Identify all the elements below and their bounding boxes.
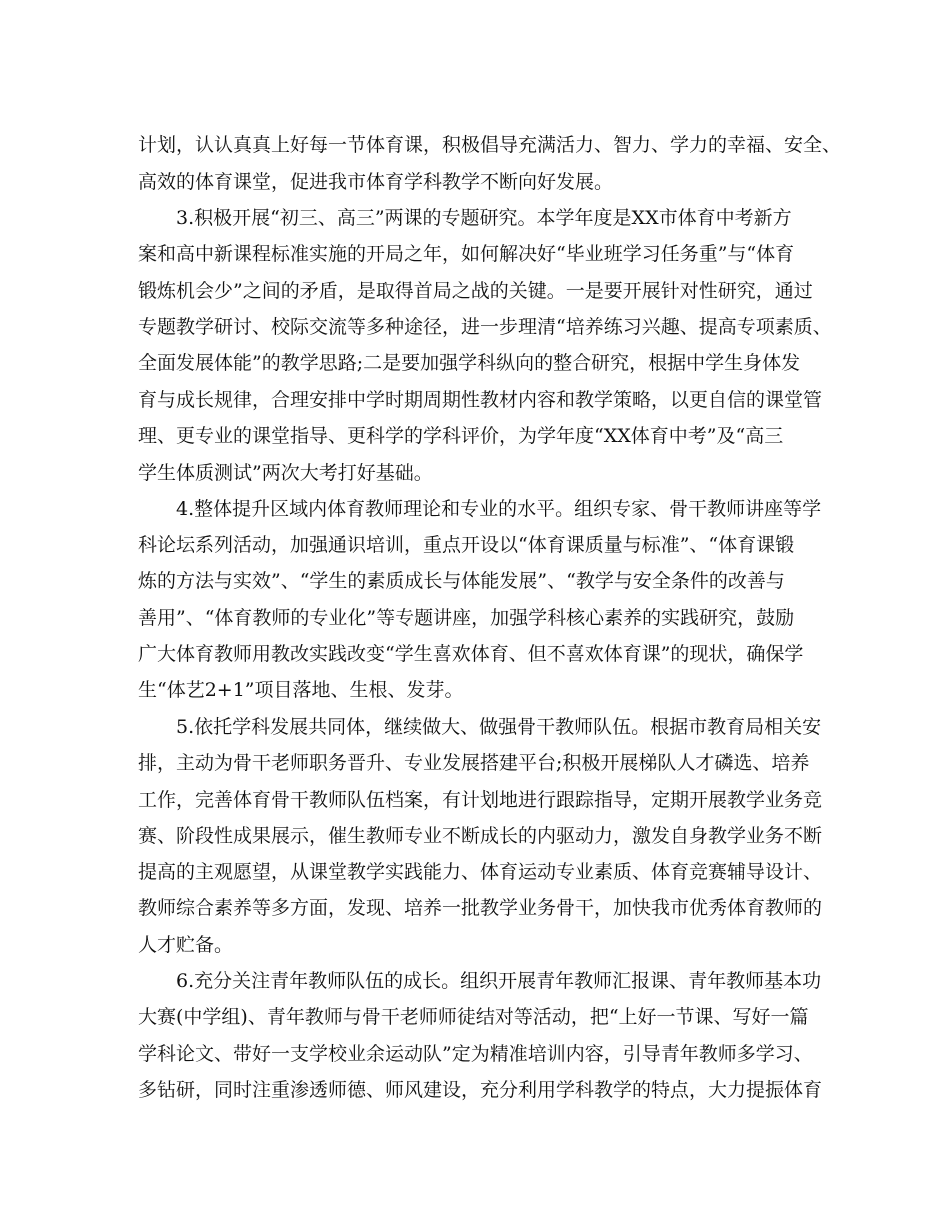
text-line: 赛、阶段性成果展示，催生教师专业不断成长的内驱动力，激发自身教学业务不断	[138, 825, 823, 847]
paragraph-6-start: 6.充分关注青年教师队伍的成长。组织开展青年教师汇报课、青年教师基本功	[176, 970, 822, 992]
text-line: 全面发展体能”的教学思路;二是要加强学科纵向的整合研究，根据中学生身体发	[138, 352, 801, 374]
text-line: 炼的方法与实效”、“学生的素质成长与体能发展”、“教学与安全条件的改善与	[138, 570, 785, 592]
text-line: 专题教学研讨、校际交流等多种途径，进一步理清“培养练习兴趣、提高专项素质、	[138, 316, 832, 338]
text-line: 计划，认认真真上好每一节体育课，积极倡导充满活力、智力、学力的幸福、安全、	[138, 134, 842, 156]
text-line: 工作，完善体育骨干教师队伍档案，有计划地进行跟踪指导，定期开展教学业务竞	[138, 789, 823, 811]
text-line: 学生体质测试”两次大考打好基础。	[138, 462, 433, 484]
text-line: 人才贮备。	[138, 934, 234, 956]
text-line: 广大体育教师用教改实践改变“学生喜欢体育、但不喜欢体育课”的现状，确保学	[138, 643, 804, 665]
text-line: 育与成长规律，合理安排中学时期周期性教材内容和教学策略，以更自信的课堂管	[138, 389, 823, 411]
text-line: 学科论文、带好一支学校业余运动队”定为精准培训内容，引导青年教师多学习、	[138, 1043, 813, 1065]
text-line: 科论坛系列活动，加强通识培训，重点开设以“体育课质量与标准”、“体育课锻	[138, 534, 795, 556]
text-line: 善用”、“体育教师的专业化”等专题讲座，加强学科核心素养的实践研究，鼓励	[138, 607, 795, 629]
text-line: 排，主动为骨干老师职务晋升、专业发展搭建平台;积极开展梯队人才磷选、培养	[138, 752, 810, 774]
text-line: 多钻研，同时注重渗透师德、师风建设，充分利用学科教学的特点，大力提振体育	[138, 1079, 823, 1101]
text-line: 理、更专业的课堂指导、更科学的学科评价，为学年度“XX体育中考”及“高三	[138, 425, 784, 447]
text-line: 锻炼机会少”之间的矛盾，是取得首局之战的关键。一是要开展针对性研究，通过	[138, 280, 813, 302]
text-line: 大赛(中学组)、青年教师与骨干老师师徒结对等活动，把“上好一节课、写好一篇	[138, 1006, 809, 1028]
text-line: 提高的主观愿望，从课堂教学实践能力、体育运动专业素质、体育竞赛辅导设计、	[138, 861, 823, 883]
text-line: 高效的体育课堂，促进我市体育学科教学不断向好发展。	[138, 171, 614, 193]
text-line: 案和高中新课程标准实施的开局之年，如何解决好“毕业班学习任务重”与“体育	[138, 243, 795, 265]
paragraph-4-start: 4.整体提升区域内体育教师理论和专业的水平。组织专家、骨干教师讲座等学	[176, 498, 822, 520]
text-line: 生“体艺2+1”项目落地、生根、发芽。	[138, 679, 464, 701]
paragraph-3-start: 3.积极开展“初三、高三”两课的专题研究。本学年度是XX市体育中考新方	[176, 207, 792, 229]
text-line: 教师综合素养等多方面，发现、培养一批教学业务骨干，加快我市优秀体育教师的	[138, 897, 823, 919]
paragraph-5-start: 5.依托学科发展共同体，继续做大、做强骨干教师队伍。根据市教育局相关安	[176, 716, 822, 738]
